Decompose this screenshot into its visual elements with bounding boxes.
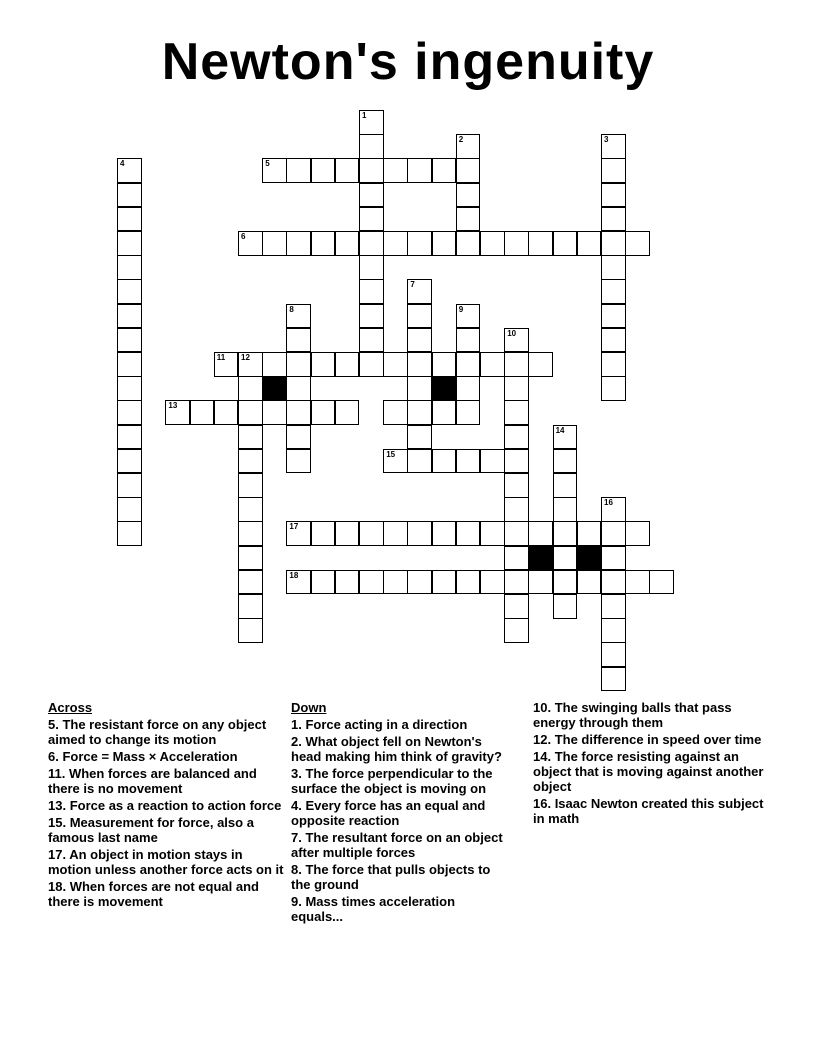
grid-cell[interactable] [456,376,481,401]
grid-cell[interactable] [456,352,481,377]
clue-number: 14 [555,425,565,435]
clue-number: 13 [168,401,178,411]
clue-item [291,734,506,764]
clue-number: 18 [289,570,299,580]
grid-cell[interactable] [528,231,553,256]
clue-item-text: Measurement for force, also a famous last name [48,815,254,845]
grid-cell[interactable] [335,521,360,546]
grid-cell[interactable] [383,521,408,546]
grid-cell[interactable] [238,400,263,425]
grid-cell[interactable] [407,400,432,425]
clue-item [291,766,506,796]
grid-cell[interactable] [286,570,311,595]
grid-cell[interactable] [117,255,142,280]
grid-cell[interactable] [601,642,626,667]
grid-cell[interactable] [528,570,553,595]
grid-cell[interactable] [286,231,311,256]
grid-cell[interactable] [117,497,142,522]
grid-cell[interactable] [238,618,263,643]
clue-item-number: 5. [48,717,59,732]
clue-item-text: The force that pulls objects to the ground [291,862,491,892]
grid-cell[interactable] [311,521,336,546]
grid-cell[interactable] [553,425,578,450]
grid-cell[interactable] [165,400,190,425]
clue-item-text: An object in motion stays in motion unless another force acts on it [48,847,284,877]
grid-cell[interactable] [480,231,505,256]
grid-cell[interactable] [238,473,263,498]
grid-cell[interactable] [601,134,626,159]
grid-cell[interactable] [286,304,311,329]
grid-cell[interactable] [432,158,457,183]
clue-item-number: 18. [48,879,67,894]
clue-item [291,830,506,860]
grid-cell[interactable] [625,231,650,256]
grid-cell[interactable] [504,570,529,595]
grid-cell[interactable] [311,231,336,256]
grid-cell[interactable] [601,546,626,571]
grid-cell[interactable] [601,158,626,183]
clue-item [48,798,286,813]
grid-cell[interactable] [456,231,481,256]
grid-cell[interactable] [190,400,215,425]
grid-cell[interactable] [432,521,457,546]
black-square [432,376,457,401]
grid-cell[interactable] [553,497,578,522]
clue-item-number: 8. [291,862,302,877]
grid-cell[interactable] [601,231,626,256]
grid-cell[interactable] [238,231,263,256]
grid-cell[interactable] [553,231,578,256]
grid-cell[interactable] [311,158,336,183]
grid-cell[interactable] [286,521,311,546]
clue-item-number: 13. [48,798,67,813]
clue-item [291,862,506,892]
grid-cell[interactable] [601,352,626,377]
grid-cell[interactable] [359,304,384,329]
grid-cell[interactable] [238,594,263,619]
grid-cell[interactable] [359,279,384,304]
grid-cell[interactable] [456,400,481,425]
puzzle-title: Newton's ingenuity [161,33,655,91]
clue-item-number: 6. [48,749,59,764]
grid-cell[interactable] [383,400,408,425]
clue-item [533,796,773,826]
grid-cell[interactable] [238,497,263,522]
grid-cell[interactable] [238,546,263,571]
grid-cell[interactable] [407,279,432,304]
grid-cell[interactable] [528,352,553,377]
grid-cell[interactable] [407,158,432,183]
grid-cell[interactable] [286,376,311,401]
grid-cell[interactable] [456,304,481,329]
grid-cell[interactable] [359,328,384,353]
grid-cell[interactable] [214,400,239,425]
clue-item-number: 4. [291,798,302,813]
grid-cell[interactable] [359,255,384,280]
clue-item [291,798,506,828]
grid-cell[interactable] [286,425,311,450]
grid-cell[interactable] [407,570,432,595]
grid-cell[interactable] [601,570,626,595]
grid-cell[interactable] [383,449,408,474]
grid-cell[interactable] [407,231,432,256]
grid-cell[interactable] [456,158,481,183]
grid-cell[interactable] [601,304,626,329]
clue-number: 17 [289,522,299,532]
down-clues-continued [533,700,773,828]
grid-cell[interactable] [504,497,529,522]
grid-cell[interactable] [625,570,650,595]
grid-cell[interactable] [553,546,578,571]
grid-cell[interactable] [359,158,384,183]
grid-cell[interactable] [383,231,408,256]
grid-cell[interactable] [504,400,529,425]
grid-cell[interactable] [480,521,505,546]
grid-cell[interactable] [480,570,505,595]
clue-item-text: Mass times acceleration equals... [291,894,456,924]
grid-cell[interactable] [335,158,360,183]
clue-item [48,749,286,764]
clue-item [533,749,773,794]
grid-cell[interactable] [286,158,311,183]
grid-cell[interactable] [262,352,287,377]
clue-item-number: 15. [48,815,67,830]
grid-cell[interactable] [601,255,626,280]
grid-cell[interactable] [432,352,457,377]
grid-cell[interactable] [649,570,674,595]
grid-cell[interactable] [117,473,142,498]
grid-cell[interactable] [625,521,650,546]
grid-cell[interactable] [407,304,432,329]
grid-cell[interactable] [214,352,239,377]
clue-item [48,847,286,877]
grid-cell[interactable] [117,183,142,208]
clue-item [48,717,286,747]
grid-cell[interactable] [456,207,481,232]
grid-cell[interactable] [553,570,578,595]
grid-cell[interactable] [311,400,336,425]
grid-cell[interactable] [577,570,602,595]
grid-cell[interactable] [601,594,626,619]
clue-item-text: The force resisting against an object that is moving against another object [533,749,764,794]
clue-number: 3 [604,135,609,145]
grid-cell[interactable] [577,521,602,546]
grid-cell[interactable] [480,352,505,377]
clue-item [291,894,506,924]
grid-cell[interactable] [286,400,311,425]
clue-item-text: The resultant force on an object after multiple forces [291,830,503,860]
down-heading: Down [291,700,327,715]
grid-cell[interactable] [335,231,360,256]
grid-cell[interactable] [601,376,626,401]
clue-number: 11 [216,353,226,362]
grid-cell[interactable] [407,376,432,401]
clue-item-number: 9. [291,894,302,909]
clue-item [533,700,773,730]
grid-cell[interactable] [504,328,529,353]
grid-cell[interactable] [383,352,408,377]
grid-cell[interactable] [432,231,457,256]
clue-number: 7 [410,280,415,290]
grid-cell[interactable] [117,449,142,474]
grid-cell[interactable] [359,207,384,232]
black-square [262,376,287,401]
grid-cell[interactable] [528,521,553,546]
grid-cell[interactable] [407,328,432,353]
grid-cell[interactable] [407,425,432,450]
clue-number: 16 [604,498,613,508]
grid-cell[interactable] [456,183,481,208]
grid-cell[interactable] [504,425,529,450]
clue-item-number: 12. [533,732,552,747]
grid-cell[interactable] [504,449,529,474]
clue-item-text: When forces are balanced and there is no movement [48,766,257,796]
grid-cell[interactable] [286,449,311,474]
clue-item-number: 17. [48,847,67,862]
grid-cell[interactable] [407,521,432,546]
clue-item-text: When forces are not equal and there is movement [48,879,259,909]
grid-cell[interactable] [117,521,142,546]
grid-cell[interactable] [553,473,578,498]
grid-cell[interactable] [311,570,336,595]
grid-cell[interactable] [456,328,481,353]
grid-cell[interactable] [117,352,142,377]
clue-item-text: Every force has an equal and opposite reaction [291,798,486,828]
clue-item-number: 11. [48,766,66,781]
grid-cell[interactable] [504,376,529,401]
grid-cell[interactable] [359,110,384,135]
grid-cell[interactable] [407,352,432,377]
grid-cell[interactable] [504,594,529,619]
grid-cell[interactable] [335,352,360,377]
clue-item-number: 3. [291,766,302,781]
clue-item-text: The difference in speed over time [551,732,762,747]
grid-cell[interactable] [238,425,263,450]
clue-item-text: The force perpendicular to the surface the object is moving on [291,766,493,796]
grid-cell[interactable] [456,521,481,546]
clue-number: 4 [120,159,125,169]
grid-cell[interactable] [117,158,142,183]
grid-cell[interactable] [238,449,263,474]
clue-item-text: The resistant force on any object aimed to change its motion [48,717,267,747]
clue-number: 12 [241,353,250,362]
grid-cell[interactable] [238,352,263,377]
grid-cell[interactable] [456,449,481,474]
grid-cell[interactable] [238,570,263,595]
grid-cell[interactable] [359,352,384,377]
grid-cell[interactable] [432,400,457,425]
grid-cell[interactable] [601,207,626,232]
grid-cell[interactable] [117,328,142,353]
grid-cell[interactable] [117,425,142,450]
clue-number: 6 [241,232,246,241]
clue-item-text: Force acting in a direction [301,717,468,732]
grid-cell[interactable] [456,134,481,159]
clue-item-text: Force = Mass × Acceleration [58,749,238,764]
clue-number: 2 [458,135,464,145]
grid-cell[interactable] [117,376,142,401]
grid-cell[interactable] [553,594,578,619]
grid-cell[interactable] [432,570,457,595]
clue-item-number: 1. [291,717,302,732]
grid-cell[interactable] [383,158,408,183]
clue-number: 10 [507,328,517,338]
grid-cell[interactable] [117,304,142,329]
grid-cell[interactable] [601,497,626,522]
clue-item [48,879,286,909]
down-clues [291,700,506,926]
grid-cell[interactable] [553,521,578,546]
grid-cell[interactable] [432,449,457,474]
clue-item [48,766,286,796]
grid-cell[interactable] [601,183,626,208]
grid-cell[interactable] [359,183,384,208]
grid-cell[interactable] [504,618,529,643]
grid-cell[interactable] [601,328,626,353]
grid-cell[interactable] [117,279,142,304]
grid-cell[interactable] [117,207,142,232]
clue-number: 1 [362,111,367,120]
grid-cell[interactable] [480,449,505,474]
grid-cell[interactable] [504,231,529,256]
grid-cell[interactable] [504,352,529,377]
grid-cell[interactable] [238,376,263,401]
clue-number: 9 [458,304,464,314]
grid-cell[interactable] [262,231,287,256]
clue-item-text: What object fell on Newton's head making him think of gravity? [291,734,502,764]
across-clues [48,700,286,911]
clue-number: 15 [386,449,396,459]
grid-cell[interactable] [286,328,311,353]
clue-item [291,717,506,732]
clue-number: 8 [289,304,294,314]
clue-item [533,732,773,747]
clue-item-number: 10. [533,700,552,715]
clue-item-text: Isaac Newton created this subject in math [533,796,764,826]
black-square [577,546,602,571]
grid-cell[interactable] [262,400,287,425]
grid-cell[interactable] [577,231,602,256]
grid-cell[interactable] [238,521,263,546]
grid-cell[interactable] [359,231,384,256]
clue-item [48,815,286,845]
clue-item-number: 2. [291,734,302,749]
grid-cell[interactable] [117,400,142,425]
grid-cell[interactable] [335,400,360,425]
grid-cell[interactable] [504,546,529,571]
grid-cell[interactable] [359,521,384,546]
grid-cell[interactable] [359,570,384,595]
grid-cell[interactable] [601,521,626,546]
grid-cell[interactable] [407,449,432,474]
grid-cell[interactable] [335,570,360,595]
grid-cell[interactable] [601,279,626,304]
grid-cell[interactable] [286,352,311,377]
grid-cell[interactable] [601,667,626,692]
grid-cell[interactable] [117,231,142,256]
grid-cell[interactable] [504,521,529,546]
clue-item-text: The swinging balls that pass energy through them [533,700,732,730]
grid-cell[interactable] [504,473,529,498]
grid-cell[interactable] [359,134,384,159]
grid-cell[interactable] [553,449,578,474]
grid-cell[interactable] [601,618,626,643]
grid-cell[interactable] [383,570,408,595]
grid-cell[interactable] [262,158,287,183]
clue-item-number: 7. [291,830,302,845]
black-square [528,546,553,571]
clue-item-number: 16. [533,796,552,811]
clue-item-number: 14. [533,749,552,764]
clue-number: 5 [265,159,270,169]
grid-cell[interactable] [311,352,336,377]
grid-cell[interactable] [456,570,481,595]
clue-item-text: Force as a reaction to action force [66,798,282,813]
across-heading: Across [48,700,93,715]
